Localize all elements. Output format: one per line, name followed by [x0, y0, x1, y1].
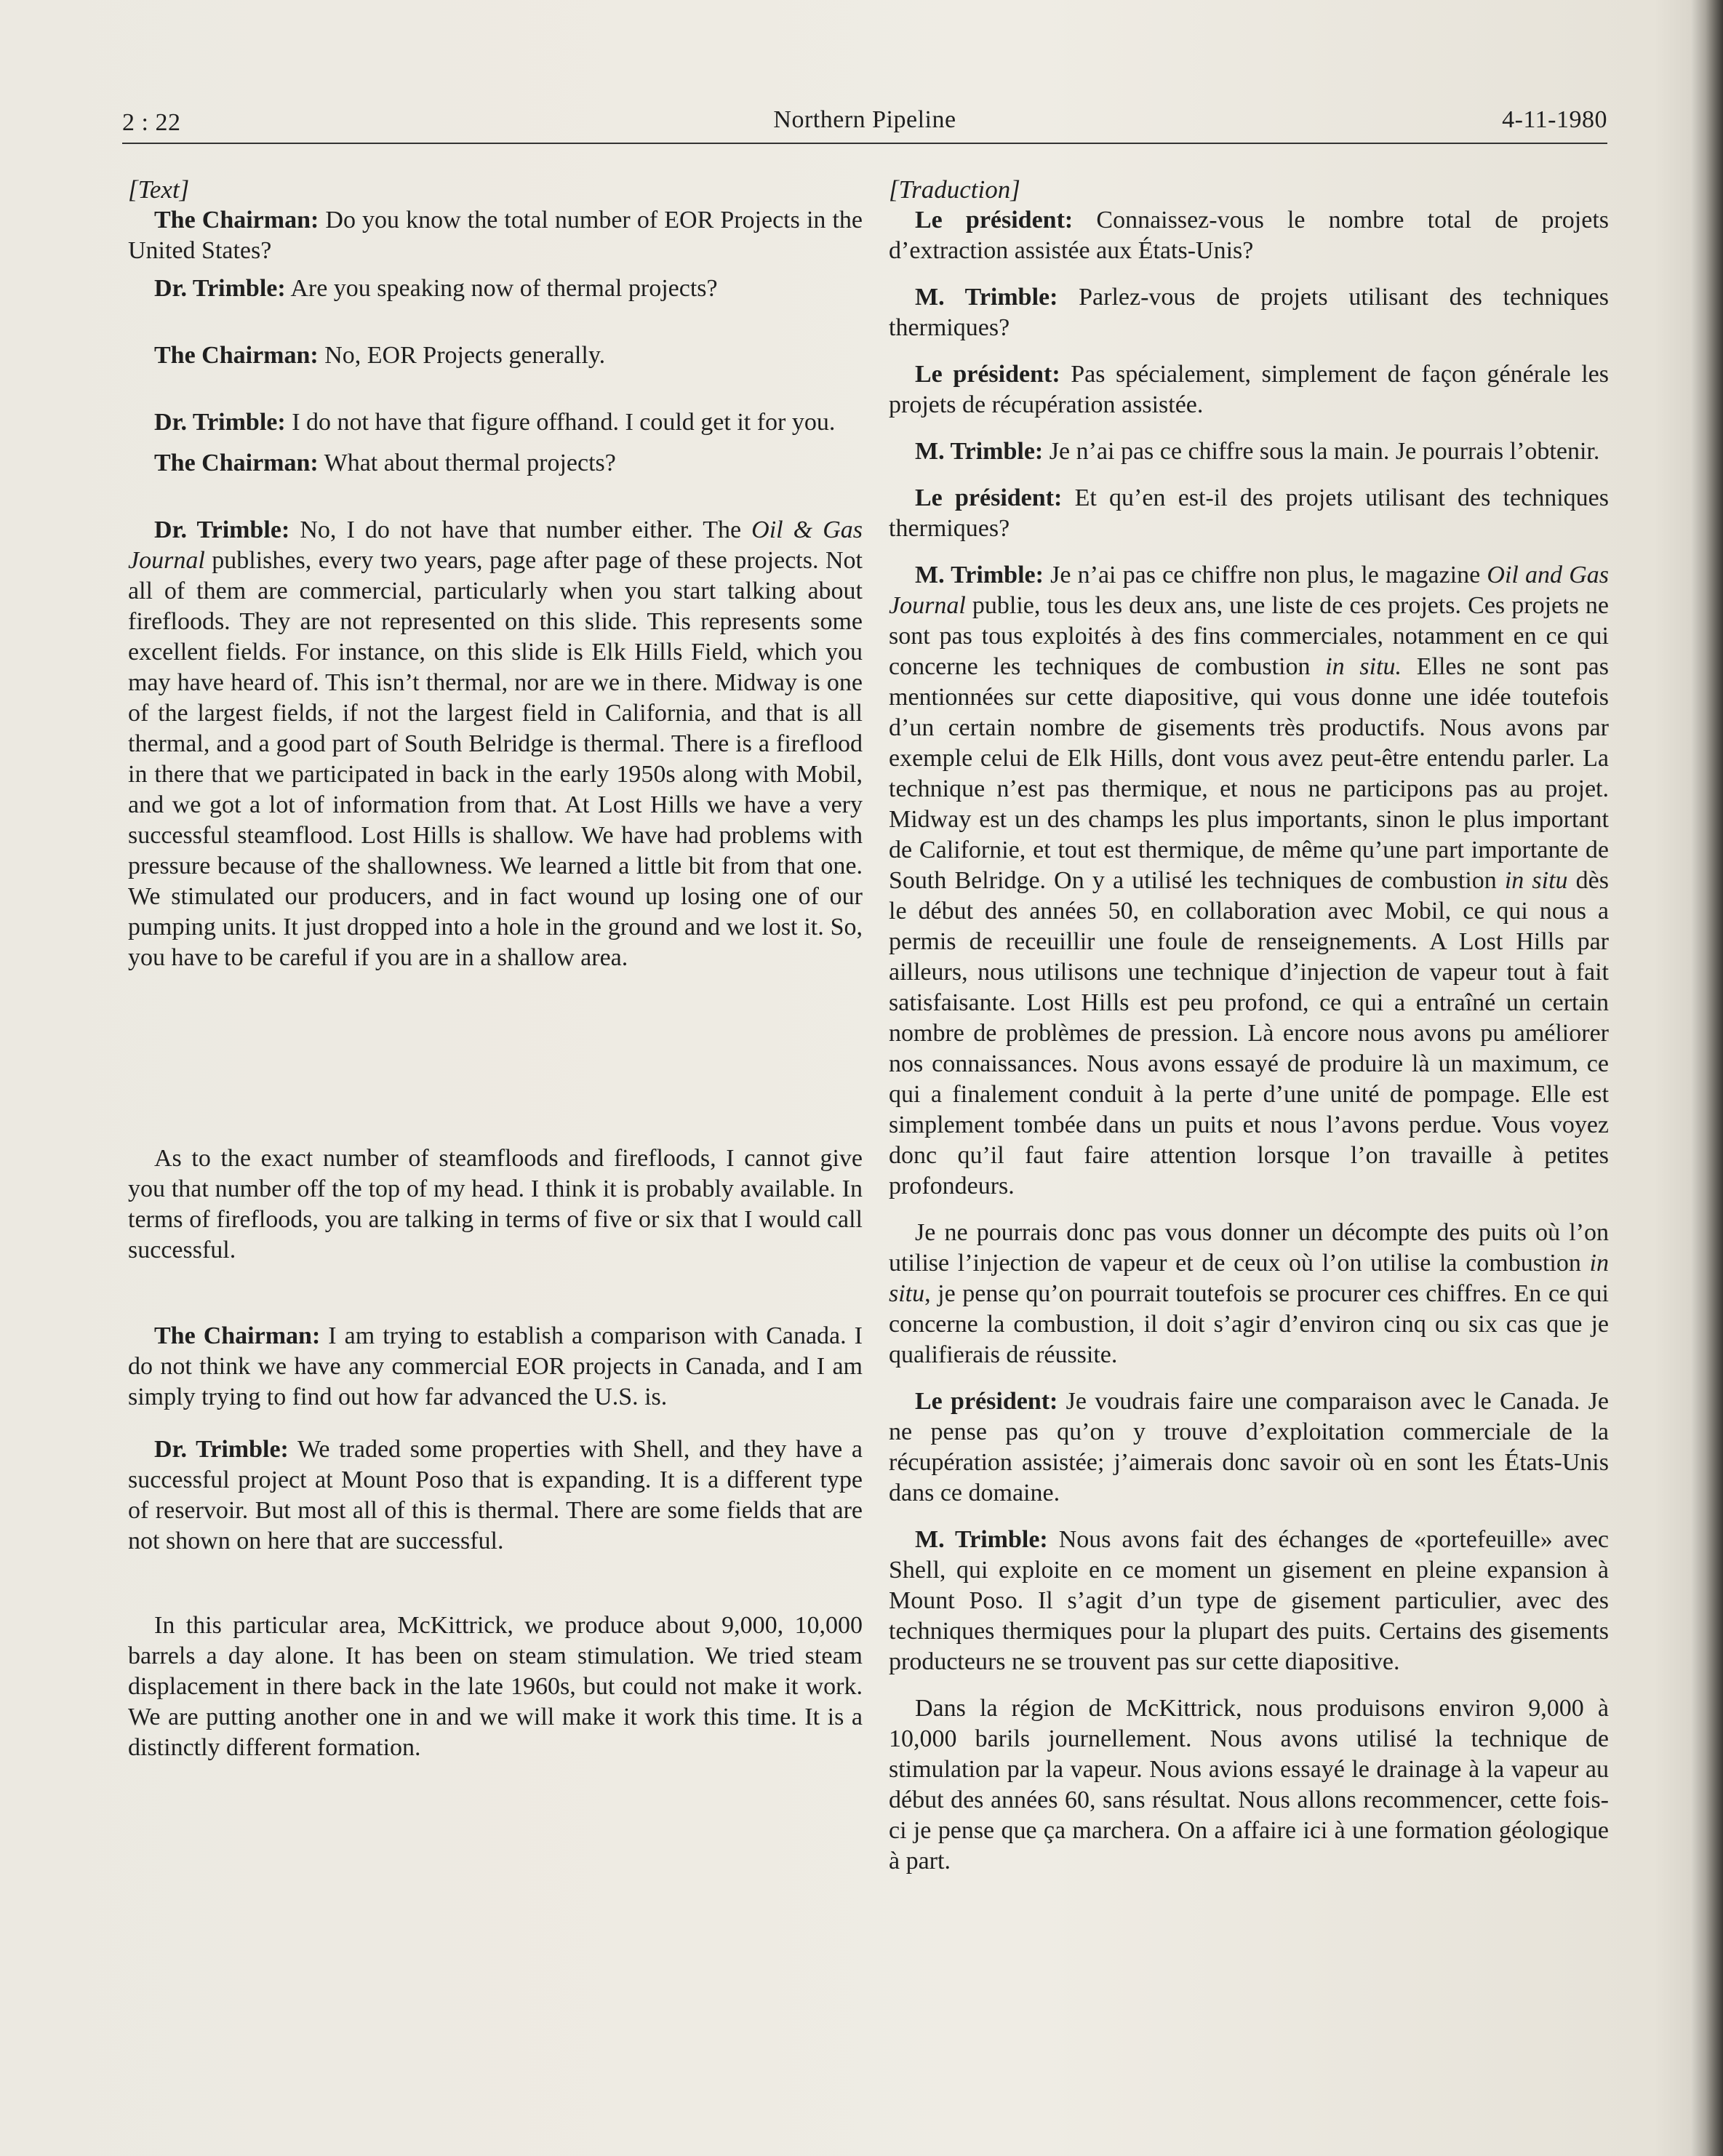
- speaker-label: The Chairman:: [154, 342, 319, 369]
- speaker-label: Le président:: [915, 484, 1063, 511]
- speaker-label: Dr. Trimble:: [154, 409, 286, 436]
- paragraph-text: Nous avons fait des échanges de «portefeuille» avec Shell, qui exploite en ce moment un gisement en pleine expansion à Mount Poso. Il s’agit d’un type de gisement particulier, avec des techniques thermiques pour la plupart des puits. Certains des gisements producteurs ne se trouvent pas sur cette diapositive.: [889, 1526, 1609, 1675]
- paragraph-trimble-fr-5: [889, 1525, 1609, 1677]
- paragraph-president-1: [889, 205, 1609, 266]
- paragraph-text: I do not have that figure offhand. I could get it for you.: [285, 409, 836, 436]
- paragraph-trimble-fr-2: [889, 436, 1609, 467]
- paragraph-trimble-fr-3: [889, 560, 1609, 1202]
- paragraph-text: Je n’ai pas ce chiffre sous la main. Je pourrais l’obtenir.: [1043, 438, 1600, 465]
- paragraph-president-3: [889, 483, 1609, 544]
- running-title: Northern Pipeline: [773, 106, 956, 133]
- journal-title: Oil & Gas Journal: [128, 516, 863, 574]
- paragraph-trimble-6: [128, 1610, 863, 1763]
- translation-label: [Traduction]: [889, 175, 1020, 204]
- paragraph-text: , je pense qu’on pourrait toutefois se procurer ces chiffres. En ce qui concerne la combustion, il doit s’agir d’environ cinq ou six cas que je qualifierais de réussite.: [889, 1280, 1609, 1368]
- speaker-label: M. Trimble:: [915, 284, 1058, 311]
- paragraph-chairman-4: [128, 1321, 863, 1413]
- paragraph-text: Je ne pourrais donc pas vous donner un décompte des puits où l’on utilise l’injection de vapeur et de ceux où l’on utilise la combustion: [889, 1219, 1609, 1277]
- paragraph-trimble-fr-1: [889, 282, 1609, 343]
- speaker-label: Dr. Trimble:: [154, 516, 290, 543]
- paragraph-text: Do you know the total number of EOR Projects in the United States?: [128, 207, 863, 264]
- paragraph-text: Parlez-vous de projets utilisant des techniques thermiques?: [889, 284, 1609, 341]
- paragraph-text: Elles ne sont pas mentionnées sur cette diapositive, qui vous donne une idée toutefois d’un certain nombre de gisements très productifs. Nous avons par exemple celui de Elk Hills, dont vous avez peut-être entendu parler. La technique n’est pas thermique, et nous ne participons pas au projet. Midway est un des champs les plus importants, sinon le plus important de Californie, et tout est thermique, de même qu’une part importante de South Belridge. On y a utilisé les techniques de combustion: [889, 653, 1609, 894]
- speaker-label: The Chairman:: [154, 207, 319, 233]
- page-edge-shadow: [1691, 0, 1723, 2156]
- speaker-label: M. Trimble:: [915, 562, 1044, 588]
- paragraph-text: Pas spécialement, simplement de façon générale les projets de récupération assistée.: [889, 361, 1610, 418]
- speaker-label: The Chairman:: [154, 450, 319, 476]
- italic-term: in situ: [889, 1250, 1609, 1307]
- paragraph-president-2: [889, 359, 1609, 420]
- paragraph-text: No, I do not have that number either. The: [289, 516, 752, 543]
- paragraph-text: We traded some properties with Shell, and they have a successful project at Mount Poso that is expanding. It is a different type of reservoir. But most all of this is thermal. There are some fields that are not shown on here that are successful.: [128, 1436, 863, 1554]
- paragraph-chairman-1: [128, 205, 863, 266]
- paragraph-trimble-3: [128, 515, 863, 973]
- paragraph-trimble-1: [128, 274, 863, 304]
- paragraph-text: Et qu’en est-il des projets utilisant des techniques thermiques?: [889, 484, 1610, 542]
- page-number: 2 : 22: [122, 109, 181, 136]
- paragraph-chairman-3: [128, 448, 863, 479]
- paragraph-trimble-fr-6: [889, 1693, 1609, 1877]
- paragraph-text: publishes, every two years, page after page of these projects. Not all of them are commercial, particularly when you start talking about firefloods. They are not represented on this slide. This represents some excellent fields. For instance, on this slide is Elk Hills Field, which you may have heard of. This isn’t thermal, nor are we in there. Midway is one of the largest fields, if not the largest field in California, and that is all thermal, and a good part of South Belridge is thermal. There is a fireflood in there that we participated in back in the early 1950s along with Mobil, and we got a lot of information from that. At Lost Hills we have a very successful steamflood. Lost Hills is shallow. We have had problems with pressure because of the shallowness. We learned a little bit from that one. We stimulated our producers, and in fact wound up losing one of our pumping units. It just dropped into a hole in the ground and we lost it. So, you have to be careful if you are in a shallow area.: [128, 547, 863, 971]
- paragraph-text: No, EOR Projects generally.: [318, 342, 606, 369]
- paragraph-text: As to the exact number of steamfloods and firefloods, I cannot give you that number off the top of my head. I think it is probably available. In terms of firefloods, you are talking in terms of five or six that I would call successful.: [128, 1145, 863, 1263]
- paragraph-trimble-fr-4: [889, 1218, 1609, 1370]
- speaker-label: The Chairman:: [154, 1322, 321, 1349]
- paragraph-text: dès le début des années 50, en collaboration avec Mobil, ce qui nous a permis de receuillir une foule de renseignements. A Lost Hills par ailleurs, nous utilisons une technique d’injection de vapeur tout à fait satisfaisante. Lost Hills est peu profond, ce qui a entraîné un certain nombre de problèmes de pression. Là encore nous avons pu améliorer nos connaissances. Nous avons essayé de produire là un maximum, ce qui a finalement conduit à la perte d’une unité de pompage. Elle est simplement tombée dans un puits et nous l’avons perdue. Vous voyez donc qu’il faut faire attention lorsque l’on travaille à petites profondeurs.: [889, 867, 1609, 1199]
- speaker-label: Dr. Trimble:: [154, 1436, 289, 1463]
- paragraph-trimble-4: [128, 1143, 863, 1266]
- speaker-label: M. Trimble:: [915, 438, 1044, 465]
- english-column: [128, 175, 863, 1763]
- header-date: 4-11-1980: [1502, 106, 1607, 133]
- paragraph-text: Je n’ai pas ce chiffre non plus, le magazine: [1043, 562, 1487, 588]
- page-header: [122, 106, 1607, 143]
- paragraph-text: I am trying to establish a comparison with Canada. I do not think we have any commercial EOR projects in Canada, and I am simply trying to find out how far advanced the U.S. is.: [128, 1322, 863, 1410]
- paragraph-president-4: [889, 1386, 1609, 1509]
- paragraph-trimble-5: [128, 1434, 863, 1557]
- paragraph-text: Connaissez-vous le nombre total de projets d’extraction assistée aux États-Unis?: [889, 207, 1610, 264]
- text-label: [Text]: [128, 175, 190, 204]
- paragraph-chairman-2: [128, 340, 863, 371]
- paragraph-text: In this particular area, McKittrick, we produce about 9,000, 10,000 barrels a day alone. It has been on steam stimulation. We tried steam displacement in there back in the late 1960s, but could not make it work. We are putting another one in and we will make it work this time. It is a distinctly different formation.: [128, 1612, 863, 1761]
- paragraph-trimble-2: [128, 407, 863, 438]
- paragraph-text: Dans la région de McKittrick, nous produisons environ 9,000 à 10,000 barils journellement. Nous avons utilisé la technique de stimulation par la vapeur. Nous avions essayé le drainage à la vapeur au début des années 60, sans résultat. Nous allons recommencer, cette fois-ci je pense que ça marchera. On a affaire ici à une formation géologique à part.: [889, 1695, 1609, 1874]
- paragraph-text: Je voudrais faire une comparaison avec le Canada. Je ne pense pas qu’on y trouve d’exploitation commerciale de la récupération assistée; j’aimerais donc savoir où en sont les États-Unis dans ce domaine.: [889, 1388, 1609, 1506]
- header-rule: [122, 143, 1607, 144]
- speaker-label: Le président:: [915, 1388, 1058, 1415]
- speaker-label: Dr. Trimble:: [154, 275, 286, 302]
- paragraph-text: What about thermal projects?: [318, 450, 616, 476]
- paragraph-text: publie, tous les deux ans, une liste de ces projets. Ces projets ne sont pas tous exploités à des fins commerciales, notamment en ce qui concerne les techniques de combustion: [889, 592, 1609, 680]
- speaker-label: M. Trimble:: [915, 1526, 1048, 1553]
- italic-term: in situ: [1504, 867, 1568, 894]
- paragraph-text: Are you speaking now of thermal projects?: [285, 275, 718, 302]
- journal-title: Oil and Gas Journal: [889, 562, 1610, 619]
- italic-term: in situ.: [1325, 653, 1402, 680]
- french-column: [889, 175, 1609, 1877]
- speaker-label: Le président:: [915, 207, 1074, 233]
- speaker-label: Le président:: [915, 361, 1060, 388]
